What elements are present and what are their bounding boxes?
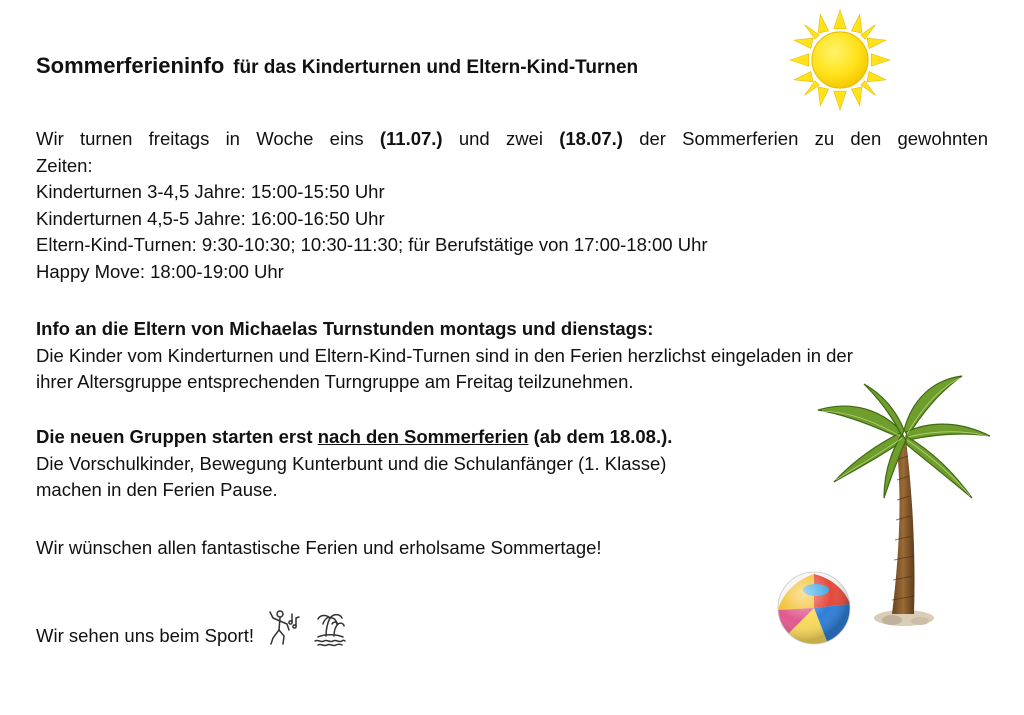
parents-info-heading: Info an die Eltern von Michaelas Turnstunden montags und dienstags: — [36, 318, 654, 339]
title-main: Sommerferieninfo — [36, 53, 225, 78]
date-week-one: (11.07.) — [379, 128, 443, 149]
new-groups-heading-text: (ab dem 18.08.). — [528, 426, 673, 447]
new-groups-line: Die Vorschulkinder, Bewegung Kunterbunt und die Schulanfänger (1. Klasse) — [36, 452, 667, 474]
new-groups-heading-underlined: nach den Sommerferien — [317, 426, 529, 447]
date-week-two: (18.07.) — [559, 128, 623, 149]
island-icon — [312, 608, 348, 648]
schedule-time-line: Eltern-Kind-Turnen: 9:30-10:30; 10:30-11:30; für Berufstätige von 17:00-18:00 Uhr — [36, 234, 708, 255]
new-groups-heading-text: Die neuen Gruppen starten erst — [36, 426, 318, 447]
sun-icon — [788, 8, 892, 112]
new-groups-line: machen in den Ferien Pause. — [36, 479, 278, 500]
title-sub: für das Kinderturnen und Eltern-Kind-Turnen — [233, 57, 639, 78]
beach-ball-icon — [776, 570, 852, 646]
schedule-intro — [36, 126, 988, 153]
parents-info-line: ihrer Altersgruppe entsprechenden Turngruppe am Freitag teilzunehmen. — [36, 371, 634, 392]
schedule-intro-text: der Sommerferien zu den gewohnten — [622, 128, 988, 149]
schedule-intro-text: Wir turnen freitags in Woche eins — [36, 128, 380, 149]
schedule-time-line: Happy Move: 18:00-19:00 Uhr — [36, 260, 284, 282]
wish-line: Wir wünschen allen fantastische Ferien und erholsame Sommertage! — [36, 537, 602, 558]
schedule-intro-text: und zwei — [442, 128, 560, 149]
page-title — [36, 44, 638, 81]
dancer-icon — [265, 608, 301, 648]
schedule-intro-continued: Zeiten: — [36, 154, 93, 176]
schedule-section — [36, 126, 988, 285]
schedule-time-line: Kinderturnen 3-4,5 Jahre: 15:00-15:50 Uhr — [36, 181, 385, 202]
schedule-time-line: Kinderturnen 4,5-5 Jahre: 16:00-16:50 Uhr — [36, 207, 385, 229]
parents-info-line: Die Kinder vom Kinderturnen und Eltern-Kind-Turnen sind in den Ferien herzlichst eingeladen in der — [36, 344, 853, 366]
closing-text: Wir sehen uns beim Sport! — [36, 625, 254, 646]
